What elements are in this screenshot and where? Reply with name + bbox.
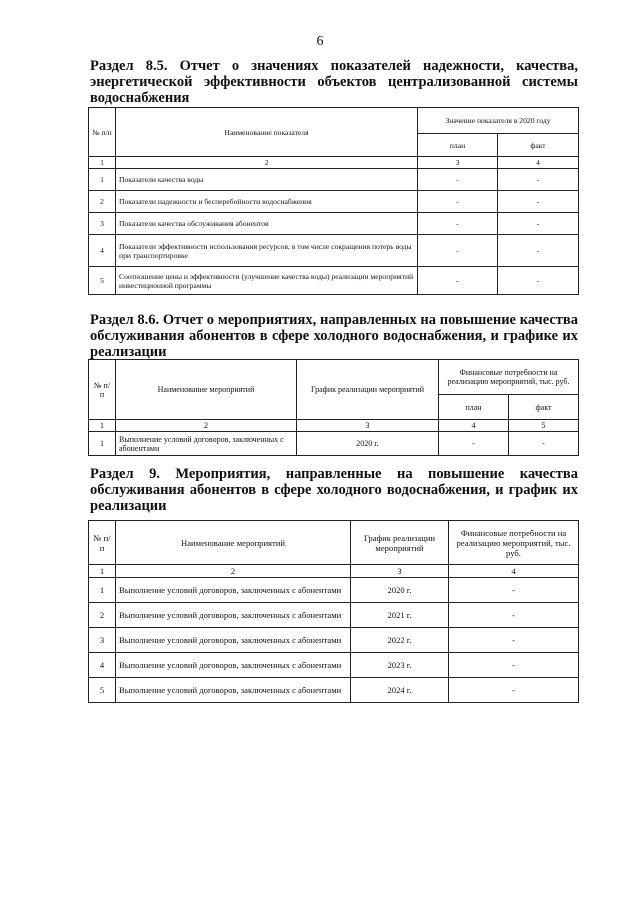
row-name: Показатели надежности и бесперебойности водоснабжения — [116, 191, 418, 213]
row-name: Выполнение условий договоров, заключенных с абонентами — [116, 578, 351, 603]
row-num: 2 — [89, 191, 116, 213]
header-plan: план — [418, 134, 498, 157]
header-finance: Финансовые потребности на реализацию мероприятий, тыс. руб. — [449, 521, 579, 565]
table-row — [89, 235, 579, 267]
row-finance: - — [449, 653, 579, 678]
table-row — [89, 213, 579, 235]
header-name: Наименование показателя — [116, 108, 418, 157]
row-plan: - — [418, 267, 498, 295]
col-number: 1 — [89, 420, 116, 432]
row-num: 4 — [89, 653, 116, 678]
header-plan: план — [439, 395, 509, 420]
row-schedule: 2024 г. — [351, 678, 449, 703]
col-number: 5 — [509, 420, 579, 432]
row-fact: - — [498, 191, 579, 213]
col-number: 1 — [89, 157, 116, 169]
header-name: Наименование мероприятий — [116, 360, 297, 420]
col-number: 4 — [439, 420, 509, 432]
col-number: 3 — [418, 157, 498, 169]
table-row — [89, 603, 579, 628]
row-num: 2 — [89, 603, 116, 628]
row-finance: - — [449, 578, 579, 603]
row-fact: - — [498, 235, 579, 267]
row-num: 5 — [89, 267, 116, 295]
row-name: Соотношение цены и эффективности (улучшение качества воды) реализации мероприятий инвестиционной программы — [116, 267, 418, 295]
col-number: 2 — [116, 420, 297, 432]
col-number: 3 — [297, 420, 439, 432]
section-9-table — [88, 520, 579, 703]
row-schedule: 2022 г. — [351, 628, 449, 653]
header-schedule: График реализации мероприятий — [297, 360, 439, 420]
table-row — [89, 653, 579, 678]
row-fact: - — [498, 169, 579, 191]
row-num: 1 — [89, 432, 116, 456]
header-fact: факт — [498, 134, 579, 157]
table-row — [89, 578, 579, 603]
row-plan: - — [418, 169, 498, 191]
col-number: 2 — [116, 157, 418, 169]
row-fact: - — [498, 267, 579, 295]
page-number: 6 — [316, 34, 324, 49]
row-finance: - — [449, 678, 579, 703]
header-schedule: График реализации мероприятий — [351, 521, 449, 565]
row-fact: - — [498, 213, 579, 235]
header-name: Наименование мероприятий — [116, 521, 351, 565]
section-8-5-table — [88, 107, 579, 295]
row-schedule: 2023 г. — [351, 653, 449, 678]
header-num: № п/п — [89, 108, 116, 157]
row-num: 4 — [89, 235, 116, 267]
row-finance: - — [449, 628, 579, 653]
section-8-6-title: Раздел 8.6. Отчет о мероприятиях, направленных на повышение качества обслуживания абонентов в сфере холодного водоснабжения, и графике их реализации — [90, 312, 578, 360]
row-plan: - — [439, 432, 509, 456]
header-fact: факт — [509, 395, 579, 420]
row-name: Показатели эффективности использования ресурсов, в том числе сокращения потерь воды при транспортировке — [116, 235, 418, 267]
col-number: 4 — [498, 157, 579, 169]
row-fact: - — [509, 432, 579, 456]
table-row — [89, 267, 579, 295]
header-num: № п/п — [89, 360, 116, 420]
col-number: 1 — [89, 565, 116, 578]
row-name: Выполнение условий договоров, заключенных с абонентами — [116, 628, 351, 653]
row-name: Выполнение условий договоров, заключенных с абонентами — [116, 678, 351, 703]
row-name: Показатели качества воды — [116, 169, 418, 191]
header-value-group: Значение показателя в 2020 году — [418, 108, 579, 134]
section-8-5-title: Раздел 8.5. Отчет о значениях показателей надежности, качества, энергетической эффективности объектов централизованной системы водоснабжения — [90, 58, 578, 106]
table-row — [89, 169, 579, 191]
row-plan: - — [418, 213, 498, 235]
row-name: Выполнение условий договоров, заключенных с абонентами — [116, 603, 351, 628]
row-finance: - — [449, 603, 579, 628]
row-schedule: 2020 г. — [351, 578, 449, 603]
row-name: Показатели качества обслуживания абонентов — [116, 213, 418, 235]
row-num: 5 — [89, 678, 116, 703]
header-finance: Финансовые потребности на реализацию мероприятий, тыс. руб. — [439, 360, 579, 395]
row-num: 3 — [89, 213, 116, 235]
section-8-6-table — [88, 359, 579, 456]
table-row — [89, 678, 579, 703]
row-name: Выполнение условий договоров, заключенных с абонентами — [116, 432, 297, 456]
col-number: 4 — [449, 565, 579, 578]
row-num: 1 — [89, 578, 116, 603]
row-plan: - — [418, 235, 498, 267]
row-schedule: 2020 г. — [297, 432, 439, 456]
header-num: № п/п — [89, 521, 116, 565]
col-number: 3 — [351, 565, 449, 578]
table-row — [89, 628, 579, 653]
row-schedule: 2021 г. — [351, 603, 449, 628]
table-row — [89, 191, 579, 213]
col-number: 2 — [116, 565, 351, 578]
table-row — [89, 432, 579, 456]
section-9-title: Раздел 9. Мероприятия, направленные на повышение качества обслуживания абонентов в сфере холодного водоснабжения, и график их реализации — [90, 466, 578, 514]
row-plan: - — [418, 191, 498, 213]
row-name: Выполнение условий договоров, заключенных с абонентами — [116, 653, 351, 678]
row-num: 3 — [89, 628, 116, 653]
row-num: 1 — [89, 169, 116, 191]
